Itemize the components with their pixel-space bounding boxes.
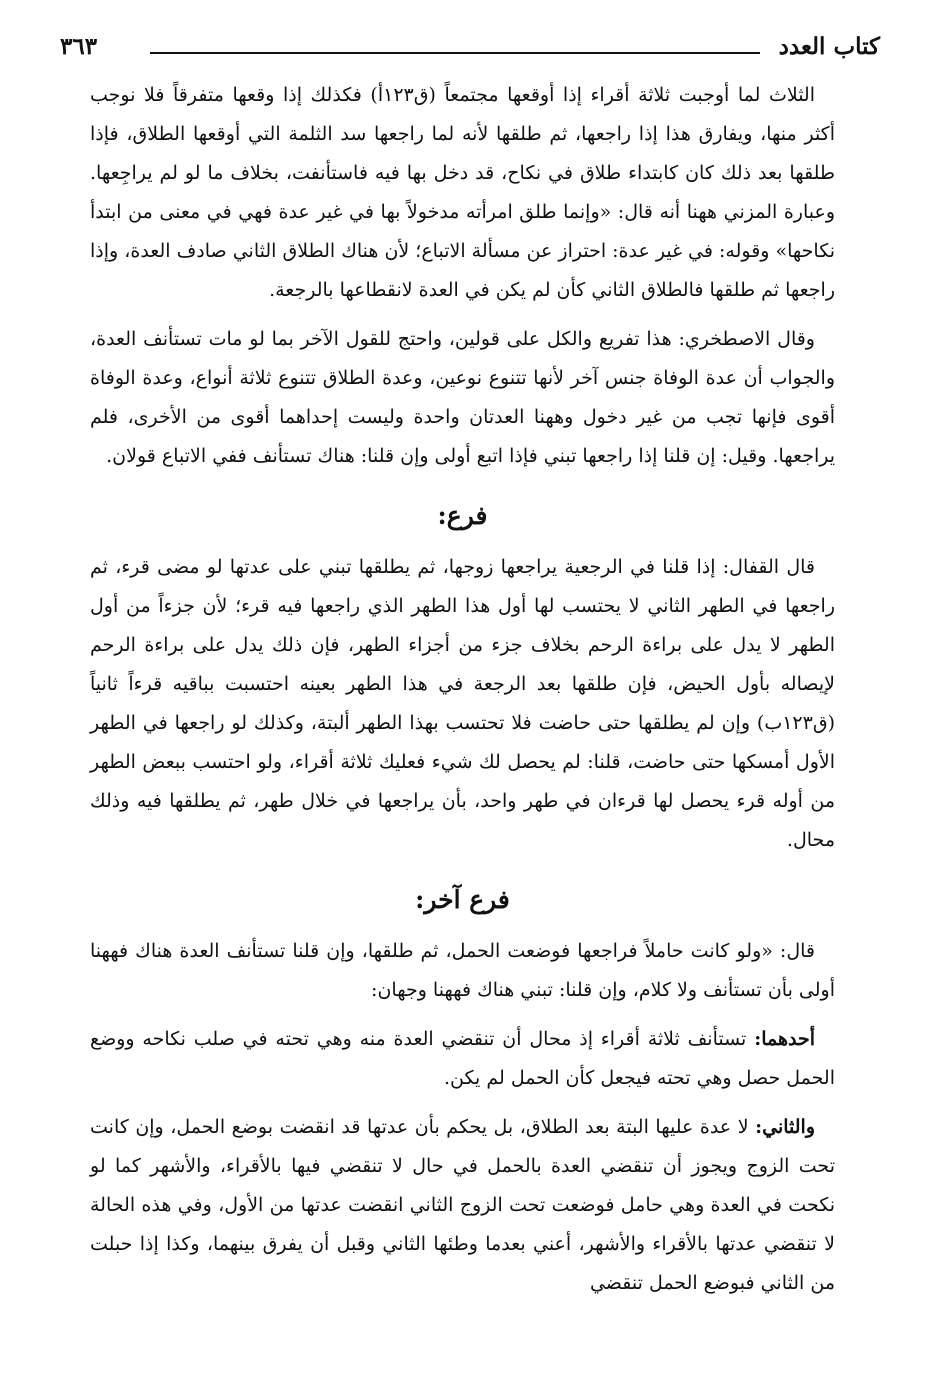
paragraph-3: قال القفال: إذا قلنا في الرجعية يراجعها زوجها، ثم يطلقها تبني على عدتها لو مضى قرء، ثم راجعها في الطهر الثاني لا يحتسب لها أول هذا الطهر الذي راجعها فيه قرء؛ لأن جزءاً من أول الطهر لا يدل على براءة الرحم بخلاف جزء من أجزاء الطهر، فإن ذلك يدل على براءة الرحم لإيصاله بأول الحيض، فإن طلقها بعد الرجعة في هذا الطهر بعينه احتسبت بباقيه قرءاً ثانياً (ق١٢٣ب) وإن لم يطلقها حتى حاضت فلا تحتسب بهذا الطهر ألبتة، وكذلك لو راجعها في الطهر الأول أمسكها حتى حاضت، قلنا: لم يحصل لك شيء فعليك ثلاثة أقراء، ولو احتسب ببعض الطهر من أوله قرء يحصل لها قرءان في طهر واحد، بأن يراجعها في خلال طهر، ثم يطلقها فيه وذلك محال. — [90, 556, 835, 851]
running-header — [60, 30, 880, 70]
header-rule — [150, 52, 760, 54]
section-heading-far: فرع: — [437, 501, 488, 530]
paragraph-6 — [90, 1108, 835, 1303]
paragraph-1: الثلاث لما أوجبت ثلاثة أقراء إذا أوقعها مجتمعاً (ق١٢٣أ) فكذلك إذا وقعها متفرقاً فلا نوجب أكثر منها، ويفارق هذا إذا راجعها، ثم طلقها لأنه لما راجعها سد الثلمة التي أوقعها الطلاق، فإذا طلقها بعد ذلك كان كابتداء طلاق في نكاح، قد دخل بها فيه فاستأنفت، بخلاف ما لو لم يراجِعها. وعبارة المزني ههنا أنه قال: «وإنما طلق امرأته مدخولاً بها في غير عدة فهي في معنى من ابتدأ نكاحها» وقوله: في غير عدة: احتراز عن مسألة الاتباع؛ لأن هناك الطلاق الثاني صادف العدة، وإذا راجعها ثم طلقها فالطلاق الثاني كأن لم يكن في العدة لانقطاعها بالرجعة. — [90, 84, 835, 301]
paragraph-5 — [90, 1020, 835, 1098]
chapter-title: كتاب العدد — [778, 33, 880, 60]
section-heading-far-akhar: فرع آخر: — [415, 885, 510, 914]
paragraph-5-lead: أحدهما: — [754, 1028, 815, 1050]
body-text — [90, 76, 835, 1313]
paragraph-2: وقال الاصطخري: هذا تفريع والكل على قولين، واحتج للقول الآخر بما لو مات تستأنف العدة، والجواب أن عدة الوفاة جنس آخر لأنها تتنوع نوعين، وعدة الطلاق تتنوع ثلاثة أنواع، وعدة الوفاة أقوى فإنها تجب من غير دخول وههنا العدتان واحدة وليست إحداهما أقوى من الأخرى، فلم يراجعها. وقيل: إن قلنا إذا راجعها تبني فإذا اتبع أولى وإن قلنا: هناك تستأنف ففي الاتباع قولان. — [90, 328, 835, 467]
paragraph-6-text: لا عدة عليها البتة بعد الطلاق، بل يحكم بأن عدتها قد انقضت بوضع الحمل، وإن كانت تحت الزوج ويجوز أن تنقضي العدة بالحمل في حال لا تنقضي فيها بالأقراء، والأشهر كما لو نكحت في العدة وهي حامل فوضعت تحت الزوج الثاني انقضت عدتها من الأول، وفي هذه الحالة لا تنقضي عدتها بالأقراء والأشهر، أعني بعدما وطئها الثاني وقبل أن يفرق بينهما، وكذا إذا حبلت من الثاني فبوضع الحمل تنقضي — [90, 1116, 835, 1294]
paragraph-5-text: تستأنف ثلاثة أقراء إذ محال أن تنقضي العدة منه وهي تحته في صلب نكاحه ووضع الحمل حصل وهي تحته فيجعل كأن الحمل لم يكن. — [90, 1028, 835, 1089]
paragraph-4: قال: «ولو كانت حاملاً فراجعها فوضعت الحمل، ثم طلقها، وإن قلنا تستأنف العدة هناك فههنا أولى بأن تستأنف ولا كلام، وإن قلنا: تبني هناك فههنا وجهان: — [90, 940, 835, 1001]
paragraph-6-lead: والثاني: — [755, 1116, 815, 1138]
page-number: ٣٦٣ — [60, 33, 98, 60]
